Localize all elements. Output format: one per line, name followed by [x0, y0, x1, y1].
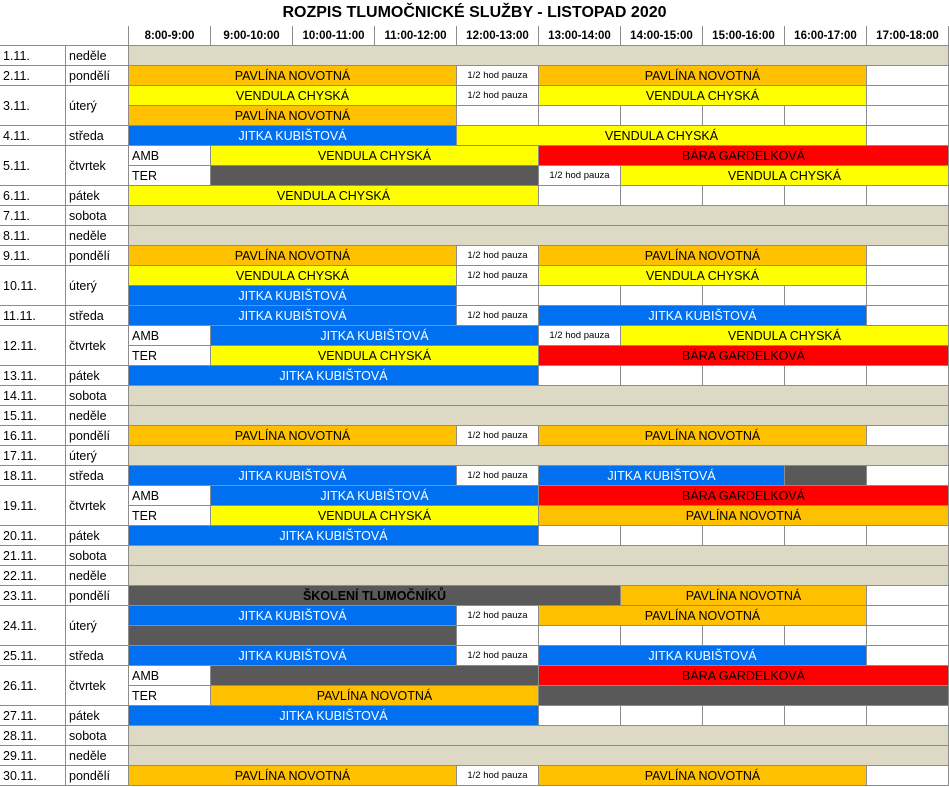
date-cell[interactable]: 18.11. — [0, 466, 66, 486]
blocked-slot[interactable] — [129, 626, 457, 646]
shift-block[interactable]: BÁRA GARDELKOVÁ — [539, 666, 949, 686]
weekend-row[interactable] — [129, 226, 949, 246]
day-cell[interactable]: čtvrtek — [66, 486, 129, 526]
day-cell[interactable]: neděle — [66, 226, 129, 246]
header-time-slot[interactable]: 15:00-16:00 — [703, 26, 785, 46]
day-cell[interactable]: středa — [66, 646, 129, 666]
day-cell[interactable]: čtvrtek — [66, 146, 129, 186]
pause-block[interactable]: 1/2 hod pauza — [457, 306, 539, 326]
shift-block[interactable]: PAVLÍNA NOVOTNÁ — [539, 766, 867, 786]
day-cell[interactable]: sobota — [66, 386, 129, 406]
day-cell[interactable]: pátek — [66, 526, 129, 546]
shift-block[interactable]: PAVLÍNA NOVOTNÁ — [129, 246, 457, 266]
header-time-slot[interactable]: 8:00-9:00 — [129, 26, 211, 46]
pause-block[interactable]: 1/2 hod pauza — [457, 86, 539, 106]
shift-block[interactable]: VENDULA CHYSKÁ — [621, 166, 949, 186]
shift-block[interactable]: PAVLÍNA NOVOTNÁ — [129, 106, 457, 126]
date-cell[interactable]: 21.11. — [0, 546, 66, 566]
header-time-slot[interactable]: 11:00-12:00 — [375, 26, 457, 46]
empty-slot[interactable] — [703, 286, 785, 306]
empty-slot[interactable] — [867, 426, 949, 446]
date-cell[interactable]: 24.11. — [0, 606, 66, 646]
empty-slot[interactable] — [457, 106, 539, 126]
unit-label[interactable]: AMB — [129, 146, 211, 166]
unit-label[interactable]: AMB — [129, 486, 211, 506]
shift-block[interactable]: JITKA KUBIŠTOVÁ — [539, 306, 867, 326]
day-cell[interactable]: středa — [66, 306, 129, 326]
shift-block[interactable]: JITKA KUBIŠTOVÁ — [539, 466, 785, 486]
empty-slot[interactable] — [621, 526, 703, 546]
header-time-slot[interactable]: 12:00-13:00 — [457, 26, 539, 46]
shift-block[interactable]: PAVLÍNA NOVOTNÁ — [539, 66, 867, 86]
shift-block[interactable]: BÁRA GARDELKOVÁ — [539, 486, 949, 506]
shift-block[interactable]: PAVLÍNA NOVOTNÁ — [539, 426, 867, 446]
blocked-slot[interactable] — [785, 466, 867, 486]
empty-slot[interactable] — [867, 606, 949, 626]
shift-block[interactable]: JITKA KUBIŠTOVÁ — [129, 646, 457, 666]
day-cell[interactable]: neděle — [66, 46, 129, 66]
day-cell[interactable]: neděle — [66, 406, 129, 426]
empty-slot[interactable] — [785, 626, 867, 646]
day-cell[interactable]: pátek — [66, 706, 129, 726]
shift-block[interactable]: VENDULA CHYSKÁ — [211, 506, 539, 526]
blocked-slot[interactable] — [211, 166, 539, 186]
date-cell[interactable]: 17.11. — [0, 446, 66, 466]
shift-block[interactable]: VENDULA CHYSKÁ — [211, 346, 539, 366]
day-cell[interactable]: čtvrtek — [66, 666, 129, 706]
shift-block[interactable]: BÁRA GARDELKOVÁ — [539, 346, 949, 366]
empty-slot[interactable] — [785, 106, 867, 126]
day-cell[interactable]: středa — [66, 466, 129, 486]
date-cell[interactable]: 16.11. — [0, 426, 66, 446]
empty-slot[interactable] — [867, 266, 949, 286]
shift-block[interactable]: VENDULA CHYSKÁ — [539, 86, 867, 106]
weekend-row[interactable] — [129, 566, 949, 586]
pause-block[interactable]: 1/2 hod pauza — [457, 766, 539, 786]
day-cell[interactable]: sobota — [66, 546, 129, 566]
day-cell[interactable]: úterý — [66, 446, 129, 466]
empty-slot[interactable] — [867, 766, 949, 786]
blocked-slot[interactable] — [211, 666, 539, 686]
shift-block[interactable]: VENDULA CHYSKÁ — [621, 326, 949, 346]
empty-slot[interactable] — [867, 646, 949, 666]
empty-slot[interactable] — [621, 706, 703, 726]
date-cell[interactable]: 15.11. — [0, 406, 66, 426]
date-cell[interactable]: 14.11. — [0, 386, 66, 406]
empty-slot[interactable] — [457, 626, 539, 646]
unit-label[interactable]: AMB — [129, 326, 211, 346]
shift-block[interactable]: ŠKOLENÍ TLUMOČNÍKŮ — [129, 586, 621, 606]
date-cell[interactable]: 10.11. — [0, 266, 66, 306]
empty-slot[interactable] — [785, 526, 867, 546]
empty-slot[interactable] — [867, 586, 949, 606]
day-cell[interactable]: neděle — [66, 566, 129, 586]
empty-slot[interactable] — [621, 106, 703, 126]
empty-slot[interactable] — [867, 246, 949, 266]
date-cell[interactable]: 27.11. — [0, 706, 66, 726]
date-cell[interactable]: 22.11. — [0, 566, 66, 586]
date-cell[interactable]: 2.11. — [0, 66, 66, 86]
empty-slot[interactable] — [867, 66, 949, 86]
empty-slot[interactable] — [703, 366, 785, 386]
day-cell[interactable]: čtvrtek — [66, 326, 129, 366]
shift-block[interactable]: JITKA KUBIŠTOVÁ — [129, 706, 539, 726]
date-cell[interactable]: 25.11. — [0, 646, 66, 666]
date-cell[interactable]: 20.11. — [0, 526, 66, 546]
shift-block[interactable]: VENDULA CHYSKÁ — [539, 266, 867, 286]
empty-slot[interactable] — [867, 466, 949, 486]
date-cell[interactable]: 9.11. — [0, 246, 66, 266]
date-cell[interactable]: 30.11. — [0, 766, 66, 786]
header-time-slot[interactable]: 16:00-17:00 — [785, 26, 867, 46]
empty-slot[interactable] — [785, 366, 867, 386]
date-cell[interactable]: 3.11. — [0, 86, 66, 126]
pause-block[interactable]: 1/2 hod pauza — [457, 426, 539, 446]
shift-block[interactable]: PAVLÍNA NOVOTNÁ — [129, 66, 457, 86]
day-cell[interactable]: úterý — [66, 606, 129, 646]
empty-slot[interactable] — [621, 626, 703, 646]
header-time-slot[interactable]: 10:00-11:00 — [293, 26, 375, 46]
date-cell[interactable]: 7.11. — [0, 206, 66, 226]
weekend-row[interactable] — [129, 46, 949, 66]
empty-slot[interactable] — [703, 706, 785, 726]
empty-slot[interactable] — [539, 186, 621, 206]
shift-block[interactable]: JITKA KUBIŠTOVÁ — [129, 466, 457, 486]
empty-slot[interactable] — [539, 706, 621, 726]
shift-block[interactable]: PAVLÍNA NOVOTNÁ — [129, 426, 457, 446]
empty-slot[interactable] — [539, 366, 621, 386]
pause-block[interactable]: 1/2 hod pauza — [539, 326, 621, 346]
header-time-slot[interactable]: 14:00-15:00 — [621, 26, 703, 46]
shift-block[interactable]: JITKA KUBIŠTOVÁ — [129, 526, 539, 546]
empty-slot[interactable] — [621, 286, 703, 306]
day-cell[interactable]: neděle — [66, 746, 129, 766]
empty-slot[interactable] — [867, 186, 949, 206]
day-cell[interactable]: pátek — [66, 366, 129, 386]
shift-block[interactable]: VENDULA CHYSKÁ — [129, 186, 539, 206]
empty-slot[interactable] — [621, 366, 703, 386]
pause-block[interactable]: 1/2 hod pauza — [539, 166, 621, 186]
shift-block[interactable]: JITKA KUBIŠTOVÁ — [129, 306, 457, 326]
empty-slot[interactable] — [703, 526, 785, 546]
day-cell[interactable]: pondělí — [66, 586, 129, 606]
shift-block[interactable]: JITKA KUBIŠTOVÁ — [211, 326, 539, 346]
empty-slot[interactable] — [539, 526, 621, 546]
shift-block[interactable]: VENDULA CHYSKÁ — [211, 146, 539, 166]
empty-slot[interactable] — [867, 626, 949, 646]
empty-slot[interactable] — [539, 286, 621, 306]
shift-block[interactable]: VENDULA CHYSKÁ — [457, 126, 867, 146]
date-cell[interactable]: 8.11. — [0, 226, 66, 246]
empty-slot[interactable] — [867, 106, 949, 126]
shift-block[interactable]: PAVLÍNA NOVOTNÁ — [539, 246, 867, 266]
unit-label[interactable]: TER — [129, 506, 211, 526]
pause-block[interactable]: 1/2 hod pauza — [457, 646, 539, 666]
blocked-slot[interactable] — [539, 686, 949, 706]
unit-label[interactable]: TER — [129, 166, 211, 186]
empty-slot[interactable] — [867, 126, 949, 146]
weekend-row[interactable] — [129, 446, 949, 466]
day-cell[interactable]: středa — [66, 126, 129, 146]
pause-block[interactable]: 1/2 hod pauza — [457, 266, 539, 286]
day-cell[interactable]: pondělí — [66, 246, 129, 266]
header-time-slot[interactable]: 17:00-18:00 — [867, 26, 949, 46]
shift-block[interactable]: JITKA KUBIŠTOVÁ — [129, 126, 457, 146]
shift-block[interactable]: JITKA KUBIŠTOVÁ — [539, 646, 867, 666]
empty-slot[interactable] — [457, 286, 539, 306]
weekend-row[interactable] — [129, 386, 949, 406]
page-title: ROZPIS TLUMOČNICKÉ SLUŽBY - LISTOPAD 2020 — [282, 4, 667, 21]
shift-block[interactable]: PAVLÍNA NOVOTNÁ — [211, 686, 539, 706]
shift-block[interactable]: JITKA KUBIŠTOVÁ — [129, 366, 539, 386]
weekend-row[interactable] — [129, 406, 949, 426]
day-cell[interactable]: sobota — [66, 206, 129, 226]
date-cell[interactable]: 1.11. — [0, 46, 66, 66]
header-corner[interactable] — [0, 26, 129, 46]
header-time-slot[interactable]: 9:00-10:00 — [211, 26, 293, 46]
empty-slot[interactable] — [703, 106, 785, 126]
weekend-row[interactable] — [129, 206, 949, 226]
weekend-row[interactable] — [129, 746, 949, 766]
shift-block[interactable]: VENDULA CHYSKÁ — [129, 86, 457, 106]
empty-slot[interactable] — [785, 706, 867, 726]
date-cell[interactable]: 6.11. — [0, 186, 66, 206]
date-cell[interactable]: 26.11. — [0, 666, 66, 706]
date-cell[interactable]: 13.11. — [0, 366, 66, 386]
empty-slot[interactable] — [867, 86, 949, 106]
empty-slot[interactable] — [867, 526, 949, 546]
day-cell[interactable]: úterý — [66, 266, 129, 306]
empty-slot[interactable] — [867, 366, 949, 386]
shift-block[interactable]: BÁRA GARDELKOVÁ — [539, 146, 949, 166]
date-cell[interactable]: 5.11. — [0, 146, 66, 186]
unit-label[interactable]: TER — [129, 346, 211, 366]
pause-block[interactable]: 1/2 hod pauza — [457, 606, 539, 626]
shift-block[interactable]: PAVLÍNA NOVOTNÁ — [621, 586, 867, 606]
empty-slot[interactable] — [703, 186, 785, 206]
date-cell[interactable]: 29.11. — [0, 746, 66, 766]
empty-slot[interactable] — [785, 286, 867, 306]
weekend-row[interactable] — [129, 546, 949, 566]
day-cell[interactable]: pondělí — [66, 426, 129, 446]
empty-slot[interactable] — [621, 186, 703, 206]
unit-label[interactable]: TER — [129, 686, 211, 706]
shift-block[interactable]: JITKA KUBIŠTOVÁ — [129, 286, 457, 306]
empty-slot[interactable] — [867, 306, 949, 326]
date-cell[interactable]: 12.11. — [0, 326, 66, 366]
day-cell[interactable]: pondělí — [66, 66, 129, 86]
empty-slot[interactable] — [867, 706, 949, 726]
shift-block[interactable]: PAVLÍNA NOVOTNÁ — [129, 766, 457, 786]
empty-slot[interactable] — [867, 286, 949, 306]
header-time-slot[interactable]: 13:00-14:00 — [539, 26, 621, 46]
pause-block[interactable]: 1/2 hod pauza — [457, 66, 539, 86]
pause-block[interactable]: 1/2 hod pauza — [457, 466, 539, 486]
shift-block[interactable]: PAVLÍNA NOVOTNÁ — [539, 606, 867, 626]
shift-block[interactable]: PAVLÍNA NOVOTNÁ — [539, 506, 949, 526]
empty-slot[interactable] — [539, 106, 621, 126]
pause-block[interactable]: 1/2 hod pauza — [457, 246, 539, 266]
unit-label[interactable]: AMB — [129, 666, 211, 686]
shift-block[interactable]: JITKA KUBIŠTOVÁ — [211, 486, 539, 506]
shift-block[interactable]: VENDULA CHYSKÁ — [129, 266, 457, 286]
empty-slot[interactable] — [785, 186, 867, 206]
date-cell[interactable]: 28.11. — [0, 726, 66, 746]
day-cell[interactable]: úterý — [66, 86, 129, 126]
empty-slot[interactable] — [703, 626, 785, 646]
date-cell[interactable]: 11.11. — [0, 306, 66, 326]
date-cell[interactable]: 4.11. — [0, 126, 66, 146]
shift-block[interactable]: JITKA KUBIŠTOVÁ — [129, 606, 457, 626]
date-cell[interactable]: 19.11. — [0, 486, 66, 526]
empty-slot[interactable] — [539, 626, 621, 646]
date-cell[interactable]: 23.11. — [0, 586, 66, 606]
weekend-row[interactable] — [129, 726, 949, 746]
day-cell[interactable]: pátek — [66, 186, 129, 206]
day-cell[interactable]: sobota — [66, 726, 129, 746]
day-cell[interactable]: pondělí — [66, 766, 129, 786]
